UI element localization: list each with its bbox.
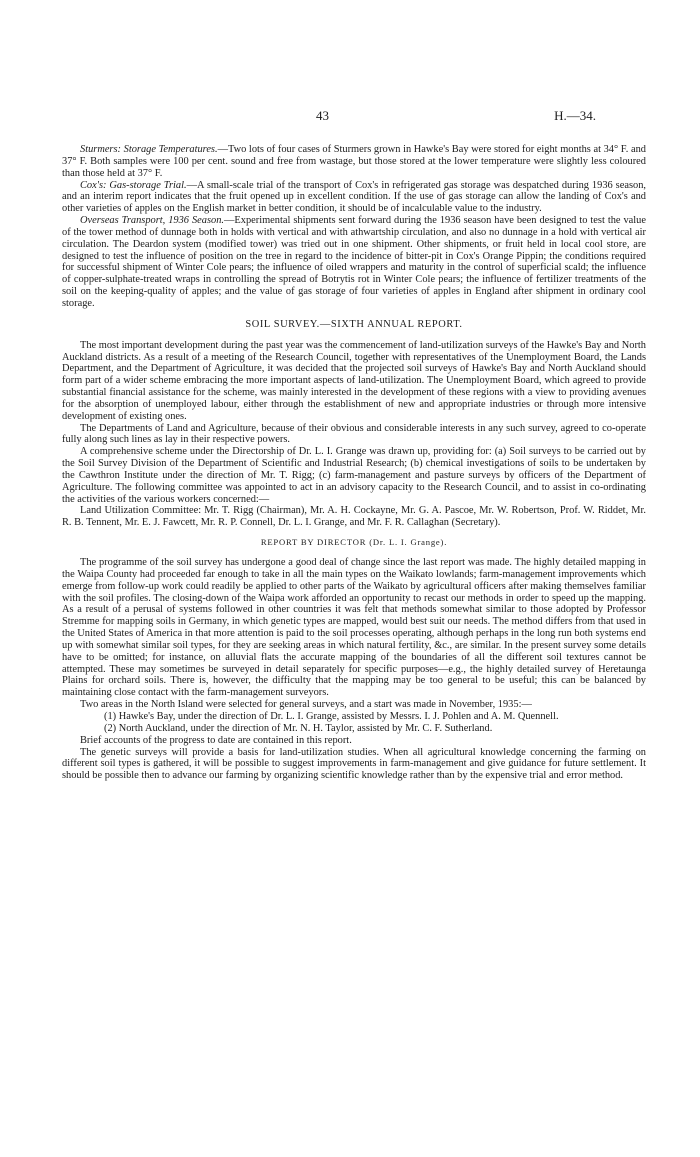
paragraph-sturmers (62, 144, 646, 180)
paragraph-overseas-transport (62, 215, 646, 310)
document-reference: H.—34. (554, 108, 596, 123)
paragraph: The programme of the soil survey has undergone a good deal of change since the last report was made. The highly detailed mapping in the Waipa County had proceeded far enough to take in all the main types on the Waikato lowlands; farm-management improvements which emerge from follow-up work could readily be applied to other parts of the Waikato by agricultural officers after making themselves familiar with the soil profiles. The closing-down of the Waipa work afforded an opportunity to recast our methods in order to speed up the mapping. As a result of a perusal of systems followed in other countries it was felt that methods somewhat similar to those adopted by Professor Stremme for mapping soils in Germany, in which genetic types are mapped, would best suit our needs. The method differs from that used in the United States of America in that more attention is paid to the soil processes operating, although perhaps in the long run both systems end up with somewhat similar soil types, for they are seeking areas in which natural fertility, &c., are similar. In the present survey some details have to be omitted; for instance, on alluvial flats the accurate mapping of the boundaries of all the different soil textures cannot be attempted. These may sometimes be surveyed in detail separately for specific purposes—e.g., the highly detailed survey of Heretaunga Plains for orchard soils. There is, however, the difficulty that the mapping may be too general to be useful; this can be balanced by maintaining close contact with the farm-management surveyors. (62, 557, 646, 699)
paragraph-lead: Overseas Transport, 1936 Season. (80, 215, 225, 227)
section-heading-soil-survey: SOIL SURVEY.—SIXTH ANNUAL REPORT. (245, 318, 463, 330)
paragraph: Two areas in the North Island were selected for general surveys, and a start was made in November, 1935:— (80, 699, 532, 711)
paragraph: The most important development during the past year was the commencement of land-utilization surveys of the Hawke's Bay and North Auckland districts. As a result of a meeting of the Research Council, together with representatives of the Unemployment Board, the Lands Department, and the Department of Agriculture, it was decided that the projected soil surveys of Hawke's Bay and North Auckland should form part of a wider scheme embracing the more important aspects of land-utilization. The Unemployment Board, which agreed to provide substantial financial assistance for the scheme, was mainly interested in the development of these regions with a view to providing avenues for the absorption of unemployed labour, either through the establishment of new and appropriate industries or through more intensive development of existing ones. (62, 339, 646, 422)
page-number: 43 (316, 108, 329, 123)
list-item: (1) Hawke's Bay, under the direction of Dr. L. I. Grange, assisted by Messrs. I. J. Pohlen and A. M. Quennell. (104, 710, 559, 722)
list-item: (2) North Auckland, under the direction of Mr. N. H. Taylor, assisted by Mr. C. F. Sutherland. (104, 722, 493, 734)
paragraph: A comprehensive scheme under the Directorship of Dr. L. I. Grange was drawn up, providing for: (a) Soil surveys to be carried out by the Soil Survey Division of the Department of Scientific and Industrial Research; (b) chemical investigations of soils to be undertaken by the Cawthron Institute under the direction of Mr. T. Rigg; (c) farm-management and pasture surveys by officers of the Department of Agriculture. The following committee was appointed to act in an advisory capacity to the Research Council, and to assist in co-ordinating the activities of the various workers concerned:— (62, 446, 646, 505)
section-heading-director-report: REPORT BY DIRECTOR (Dr. L. I. Grange). (260, 537, 448, 548)
paragraph-text: —Experimental shipments sent forward during the 1936 season have been designed to test the value of the tower method of dunnage both in holds with vertical and with athwartship circulation, and also no dunnage in a hold with vertical air circulation. The Deardon system (modified tower) was tried out in one shipment. Other shipments, or fruit held in local cool store, are designed to test the influence of position on the tree in regard to the incidence of bitter-pit in Cox's Orange Pippin; the conditions required for successful shipment of Winter Cole pears; the influence of oiled wrappers and maturity in the control of superficial scald; the influence of copper-sulphate-treated wraps in controlling the spread of Botrytis rot in Winter Cole pears; the influence of fertilizer treatments of the soil on the keeping-quality of apples; and the value of gas storage of four varieties of apples in England after shipment in ordinary cool storage. (62, 215, 646, 309)
paragraph-lead: Sturmers: Storage Temperatures. (80, 144, 218, 155)
paragraph: The genetic surveys will provide a basis for land-utilization studies. When all agricultural knowledge concerning the farming on different soil types is gathered, it will be possible to suggest improvements in farm-management and give guidance for future settlement. It should be possible then to advance our farming by organizing scientific knowledge rather than by the expensive trial and error method. (62, 746, 646, 782)
document-body (62, 144, 646, 782)
paragraph-cox-gas-storage (62, 180, 646, 216)
paragraph: Brief accounts of the progress to date are contained in this report. (80, 734, 352, 746)
paragraph-committee: Land Utilization Committee: Mr. T. Rigg (Chairman), Mr. A. H. Cockayne, Mr. G. A. Pascoe, Mr. W. Robertson, Prof. W. Riddet, Mr. R. B. Tennent, Mr. E. J. Fawcett, Mr. R. P. Connell, Dr. L. I. Grange, and Mr. F. R. Callaghan (Secretary). (62, 505, 646, 529)
page-header (0, 108, 700, 128)
paragraph-lead: Cox's: Gas-storage Trial. (80, 179, 187, 191)
paragraph-text: —Two lots of four cases of Sturmers grown in Hawke's Bay were stored for eight months at 34° F. and 37° F. Both samples were 100 per cent. sound and free from wastage, but those stored at the lower temperature were slightly less coloured than those held at 37° F. (62, 144, 646, 179)
survey-area-list (62, 711, 646, 735)
paragraph: The Departments of Land and Agriculture, because of their obvious and considerable interests in any such survey, agreed to co-operate fully along such lines as lay in their respective powers. (62, 422, 646, 446)
paragraph-text: —A small-scale trial of the transport of Cox's in refrigerated gas storage was despatched during 1936 season, and an interim report indicates that the fruit opened up in excellent condition. If the use of gas storage can allow the landing of Cox's and other varieties of apples on the English market in better condition, it should be of incalculable value to the industry. (62, 179, 646, 215)
